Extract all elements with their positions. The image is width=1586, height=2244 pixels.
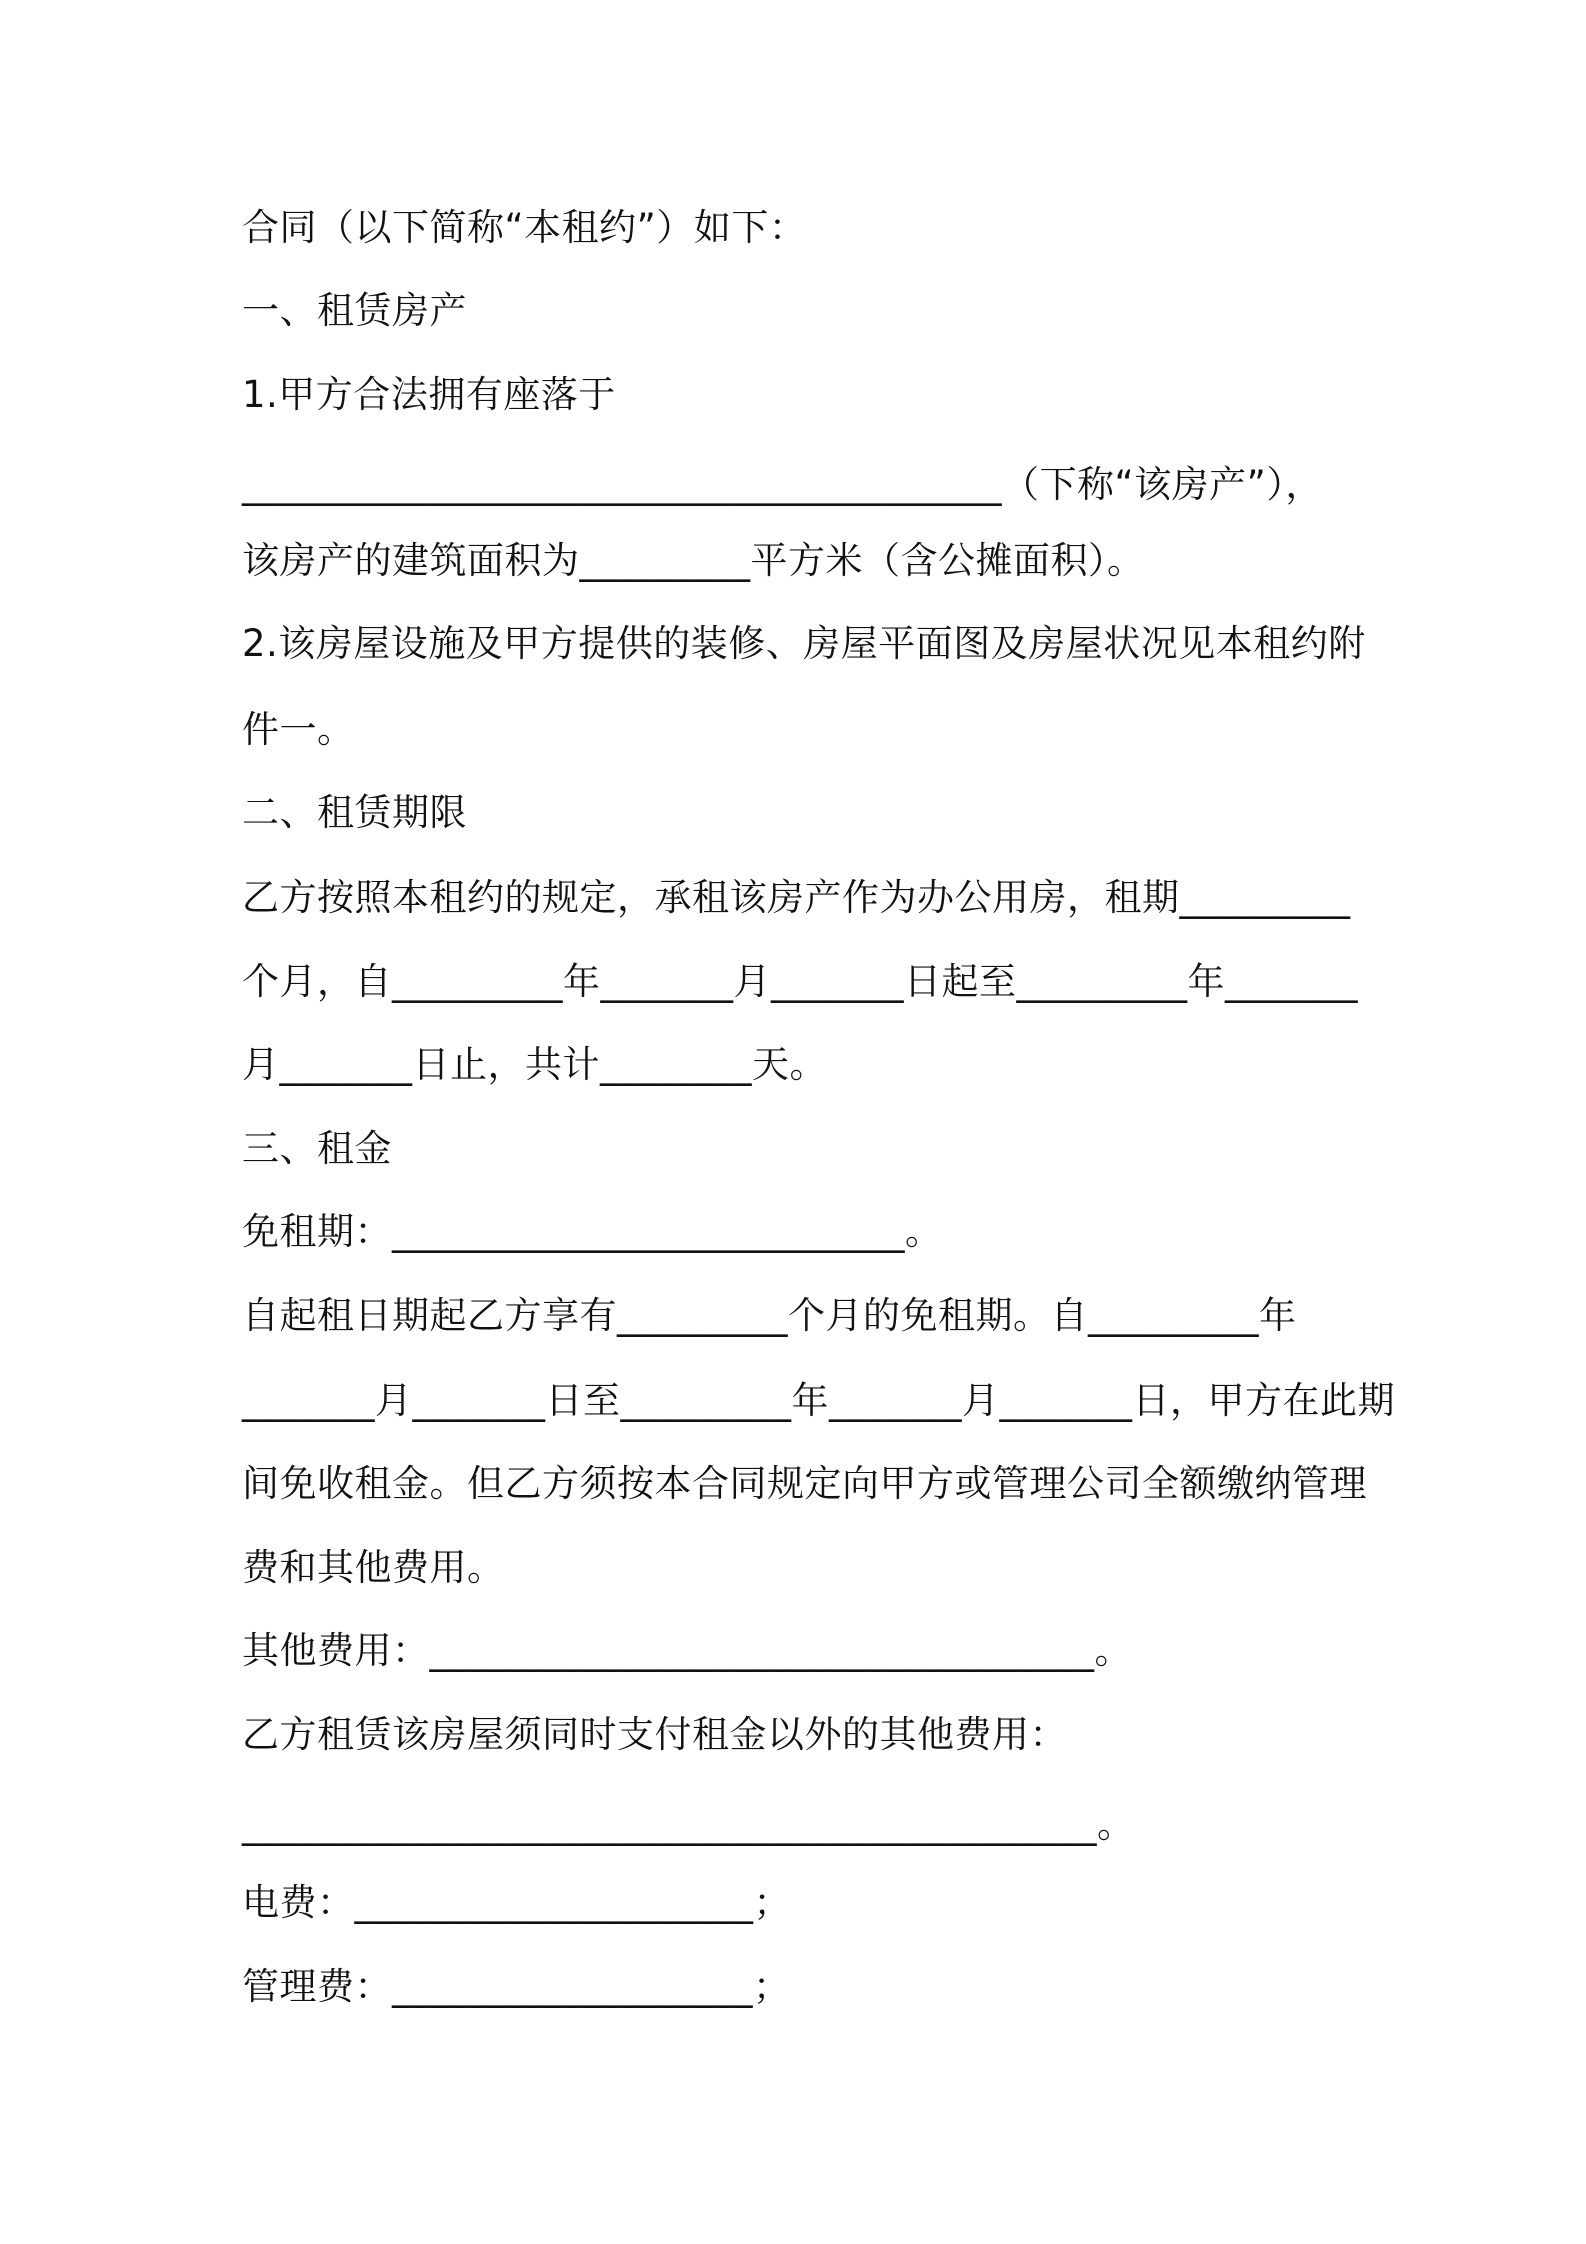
clause-line: 管理费：___________________； bbox=[242, 1965, 791, 2008]
section-heading-lease-term: 二、租赁期限 bbox=[242, 791, 467, 834]
section-heading-lease-property: 一、租赁房产 bbox=[242, 289, 467, 332]
clause-line: 间免收租金。但乙方须按本合同规定向甲方或管理公司全额缴纳管理 bbox=[242, 1462, 1367, 1505]
clause-line: ________________________________________（下称“该房产”）， bbox=[242, 463, 1323, 506]
clause-line: 个月，自_________年_______月_______日起至_________年_______ bbox=[242, 960, 1358, 1003]
clause-line: 电费：_____________________； bbox=[242, 1881, 791, 1924]
clause-line: 件一。 bbox=[242, 708, 355, 751]
clause-line: 1.甲方合法拥有座落于 bbox=[242, 373, 616, 416]
clause-line: _____________________________________________。 bbox=[242, 1803, 1135, 1846]
clause-line: 费和其他费用。 bbox=[242, 1546, 505, 1589]
clause-line: 免租期：___________________________。 bbox=[242, 1210, 943, 1253]
clause-line: 其他费用：___________________________________。 bbox=[242, 1629, 1132, 1672]
clause-line: 2.该房屋设施及甲方提供的装修、房屋平面图及房屋状况见本租约附 bbox=[242, 622, 1366, 665]
clause-line: 月_______日止，共计________天。 bbox=[242, 1043, 827, 1086]
intro-line: 合同（以下简称“本租约”）如下： bbox=[242, 206, 807, 249]
section-heading-rent: 三、租金 bbox=[242, 1127, 392, 1170]
clause-line: 乙方租赁该房屋须同时支付租金以外的其他费用： bbox=[242, 1713, 1067, 1756]
clause-line: _______月_______日至_________年_______月_______日，甲方在此期 bbox=[242, 1379, 1395, 1422]
clause-line: 乙方按照本租约的规定，承租该房产作为办公用房，租期_________ bbox=[242, 876, 1351, 919]
clause-line: 该房产的建筑面积为_________平方米（含公摊面积）。 bbox=[242, 539, 1145, 582]
clause-line: 自起租日期起乙方享有_________个月的免租期。自_________年 bbox=[242, 1294, 1297, 1337]
